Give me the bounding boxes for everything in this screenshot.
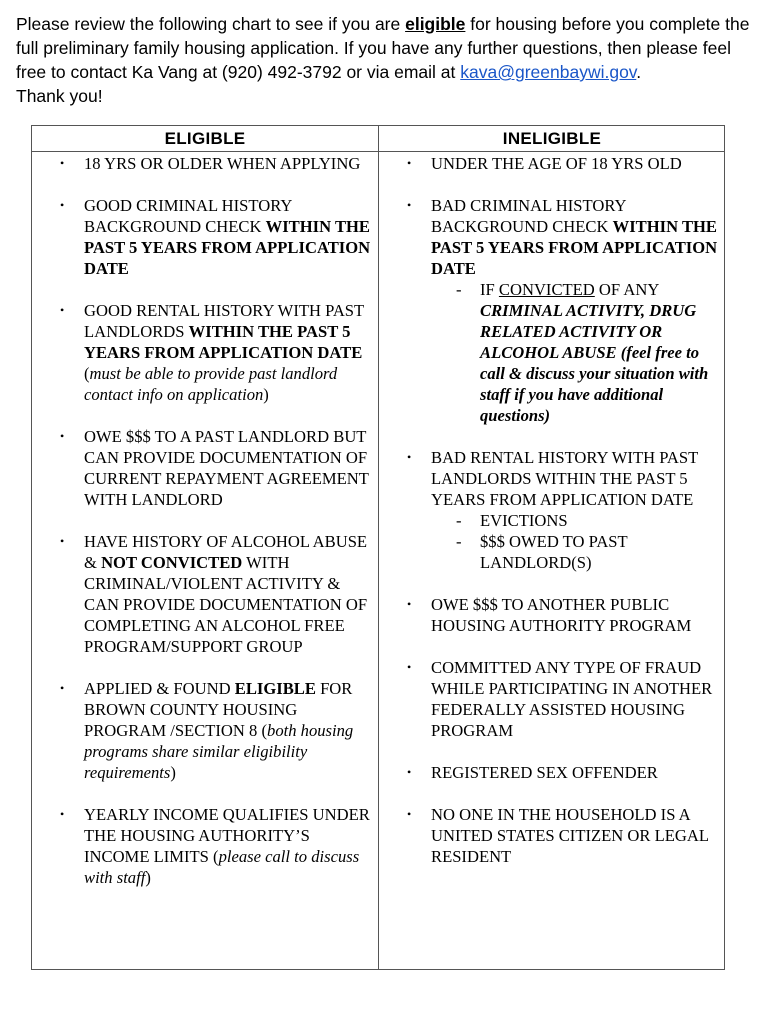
column-divider [378, 126, 379, 969]
item-bold-text: ELIGIBLE [234, 679, 316, 698]
item-text: OWE $$$ TO ANOTHER PUBLIC HOUSING AUTHORITY PROGRAM [431, 595, 692, 635]
eligibility-table [31, 125, 725, 970]
bullet-icon: • [60, 156, 65, 170]
bullet-icon: • [407, 807, 412, 821]
item-text: REGISTERED SEX OFFENDER [431, 763, 658, 782]
eligible-item-section8 [54, 678, 376, 783]
item-italic-text: must be able to provide past landlord contact info on application [84, 364, 338, 404]
eligible-item-rental-history [54, 300, 376, 405]
item-underlined-text: CONVICTED [498, 280, 595, 299]
ineligible-item-citizenship [401, 804, 719, 867]
ineligible-item-public-housing-debt [401, 594, 719, 636]
item-text: EVICTIONS [480, 511, 568, 530]
eligible-column [54, 153, 376, 909]
bullet-icon: • [407, 597, 412, 611]
item-italic-text: both housing programs share similar eligibility requirements [84, 721, 354, 782]
item-text: GOOD RENTAL HISTORY WITH PAST LANDLORDS [84, 301, 364, 341]
intro-text: Please review the following chart to see if you are [16, 14, 406, 34]
bullet-icon: • [60, 303, 65, 317]
eligible-item-criminal-history [54, 195, 376, 279]
item-text: NO ONE IN THE HOUSEHOLD IS A UNITED STATES CITIZEN OR LEGAL RESIDENT [431, 805, 709, 866]
item-text: YEARLY INCOME QUALIFIES UNDER THE HOUSING AUTHORITY’S INCOME LIMITS ( [84, 805, 370, 866]
item-text: OWE $$$ TO A PAST LANDLORD BUT CAN PROVIDE DOCUMENTATION OF CURRENT REPAYMENT AGREEMENT WITH LANDLORD [84, 427, 369, 509]
sub-item-convicted [431, 279, 719, 426]
bullet-icon: • [60, 198, 65, 212]
ineligible-item-sex-offender [401, 762, 719, 783]
item-text: BAD CRIMINAL HISTORY BACKGROUND CHECK [431, 196, 626, 236]
item-text: FOR BROWN COUNTY HOUSING PROGRAM /SECTION 8 ( [84, 679, 353, 740]
dash-icon: - [456, 511, 462, 530]
bullet-icon: • [60, 681, 65, 695]
header-divider [32, 151, 724, 152]
eligible-emphasis: eligible [405, 14, 466, 34]
item-text: WITH CRIMINAL/VIOLENT ACTIVITY & CAN PROVIDE DOCUMENTATION OF COMPLETING AN ALCOHOL FREE PROGRAM/SUPPORT GROUP [84, 553, 368, 656]
bullet-icon: • [60, 429, 65, 443]
item-bold-text: NOT CONVICTED [101, 553, 243, 572]
item-text: 18 YRS OR OLDER WHEN APPLYING [84, 154, 361, 173]
item-text: GOOD CRIMINAL HISTORY BACKGROUND CHECK [84, 196, 292, 236]
ineligible-header: INELIGIBLE [502, 129, 602, 148]
bullet-icon: • [407, 765, 412, 779]
ineligible-item-rental-history [401, 447, 719, 573]
item-text: ) [145, 868, 151, 887]
eligible-header: ELIGIBLE [164, 129, 246, 148]
sub-item-evictions [431, 510, 719, 531]
intro-period: . [636, 62, 642, 82]
ineligible-item-age [401, 153, 719, 174]
intro-text-2: for housing before you complete the full preliminary family housing application. If you have any further questions, then please feel free to contact Ka Vang at (920) 492-3792 or via email at [16, 14, 750, 82]
item-text: $$$ OWED TO PAST LANDLORD(S) [480, 532, 628, 572]
item-bold-text: WITHIN THE PAST 5 YEARS FROM APPLICATION DATE [84, 322, 363, 362]
item-text: UNDER THE AGE OF 18 YRS OLD [431, 154, 682, 173]
item-text: OF ANY [594, 280, 659, 299]
item-italic-text: please call to discuss with staff [84, 847, 360, 887]
thank-you-text: Thank you! [16, 86, 103, 106]
item-text: BAD RENTAL HISTORY WITH PAST LANDLORDS WITHIN THE PAST 5 YEARS FROM APPLICATION DATE [431, 448, 698, 509]
item-text: COMMITTED ANY TYPE OF FRAUD WHILE PARTICIPATING IN ANOTHER FEDERALLY ASSISTED HOUSING PROGRAM [431, 658, 713, 740]
email-link[interactable]: kava@greenbaywi.gov [460, 62, 637, 82]
dash-icon: - [456, 280, 462, 299]
bullet-icon: • [407, 450, 412, 464]
item-text: APPLIED & FOUND [84, 679, 235, 698]
eligible-item-income [54, 804, 376, 888]
item-text: IF [480, 280, 499, 299]
sub-item-owed [431, 531, 719, 573]
ineligible-item-fraud [401, 657, 719, 741]
intro-paragraph [16, 12, 751, 108]
eligible-item-age [54, 153, 376, 174]
bullet-icon: • [407, 156, 412, 170]
item-bold-italic-text: CRIMINAL ACTIVITY, DRUG RELATED ACTIVITY OR ALCOHOL ABUSE (feel free to call & discuss your situation with staff if you have additional questions) [480, 301, 709, 425]
bullet-icon: • [60, 534, 65, 548]
item-text: ) [170, 763, 176, 782]
dash-icon: - [456, 532, 462, 551]
item-bold-text: WITHIN THE PAST 5 YEARS FROM APPLICATION DATE [84, 217, 371, 278]
item-text: ( [84, 364, 90, 383]
bullet-icon: • [60, 807, 65, 821]
item-text: ) [263, 385, 269, 404]
eligible-item-alcohol [54, 531, 376, 657]
eligible-item-repayment [54, 426, 376, 510]
bullet-icon: • [407, 198, 412, 212]
item-bold-text: WITHIN THE PAST 5 YEARS FROM APPLICATION DATE [431, 217, 718, 278]
ineligible-column [401, 153, 719, 888]
bullet-icon: • [407, 660, 412, 674]
item-text: HAVE HISTORY OF ALCOHOL ABUSE & [84, 532, 368, 572]
ineligible-item-criminal-history [401, 195, 719, 426]
